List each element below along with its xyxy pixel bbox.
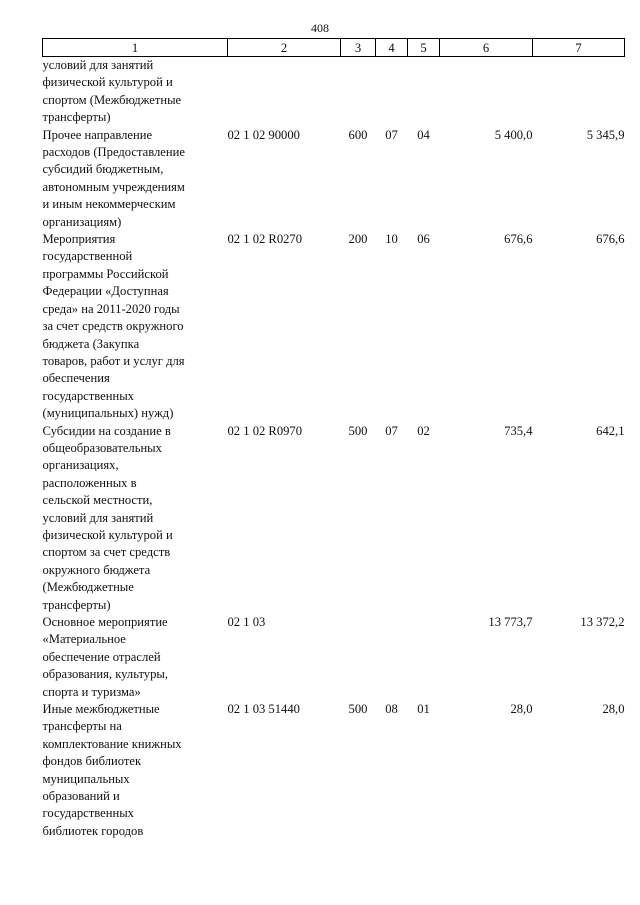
page-number: 408: [311, 21, 329, 35]
header-col-7: 7: [533, 39, 625, 57]
row-section: [376, 57, 408, 127]
table-header: [43, 39, 625, 57]
table-row: [43, 423, 625, 614]
row-name: [43, 231, 228, 422]
row-amount-2: 13 372,2: [580, 615, 625, 629]
row-name-text: Иные межбюджетные трансферты на комплектование книжных фондов библиотек муниципальных образований и государственных библиотек городов: [42, 702, 182, 838]
row-vr: 500: [348, 423, 368, 438]
row-name: [43, 423, 228, 614]
budget-table: [42, 38, 625, 840]
row-amount-2: [533, 57, 625, 127]
row-vr: 200: [348, 232, 368, 247]
row-name-text: Основное мероприятие «Материальное обеспечение отраслей образования, культуры, спорта и туризма»: [42, 615, 169, 699]
row-section: 07: [385, 127, 398, 142]
row-code: 02 1 02 R0270: [227, 232, 303, 247]
row-name-text: Прочее направление расходов (Предоставление субсидий бюджетным, автономным учреждениям и иным некоммерческим организациям): [42, 127, 185, 229]
row-amount-2: 28,0: [602, 702, 625, 717]
header-col-3: 3: [341, 39, 376, 57]
row-name: [43, 127, 228, 231]
row-name: [43, 57, 228, 127]
row-section: 07: [385, 423, 398, 438]
row-amount-1: 5 400,0: [494, 127, 533, 142]
row-vr: 600: [348, 127, 368, 142]
row-amount-1: [440, 57, 533, 127]
row-name-text: условий для занятий физической культурой и спортом (Межбюджетные трансферты): [42, 58, 182, 125]
row-amount-1: 676,6: [504, 232, 533, 247]
row-subsection: 06: [417, 232, 430, 247]
row-code: 02 1 02 90000: [227, 127, 300, 142]
row-section: 10: [385, 232, 398, 247]
table-row: [43, 57, 625, 127]
table-row: [43, 701, 625, 840]
row-amount-1: 13 773,7: [488, 615, 533, 629]
table-row: [43, 614, 625, 701]
header-col-2: 2: [228, 39, 341, 57]
row-name: [43, 701, 228, 840]
row-amount-2: 5 345,9: [586, 127, 625, 142]
row-name: [43, 614, 228, 701]
row-amount-2: 642,1: [596, 423, 625, 438]
row-subsection: 04: [417, 127, 430, 142]
row-code: 02 1 03 51440: [227, 702, 300, 717]
row-subsection: [408, 57, 440, 127]
row-subsection: [408, 614, 440, 701]
row-subsection: 01: [417, 702, 430, 717]
row-code: 02 1 03: [227, 615, 266, 629]
table-body: [43, 57, 625, 841]
header-col-4: 4: [376, 39, 408, 57]
row-subsection: 02: [417, 423, 430, 438]
row-amount-1: 735,4: [504, 423, 533, 438]
row-section: 08: [385, 702, 398, 717]
header-row: [43, 39, 625, 57]
header-col-5: 5: [408, 39, 440, 57]
row-name-text: Субсидии на создание в общеобразовательных организациях, расположенных в сельской местности, условий для занятий физической культурой и спортом за счет средств окружного бюджета (Межбюджетные трансферты): [42, 423, 173, 612]
row-amount-2: 676,6: [596, 232, 625, 247]
table-row: [43, 231, 625, 422]
row-code: [228, 57, 341, 127]
header-col-6: 6: [440, 39, 533, 57]
header-col-1: 1: [43, 39, 228, 57]
row-code: 02 1 02 R0970: [227, 423, 303, 438]
table-row: [43, 127, 625, 231]
row-section: [376, 614, 408, 701]
row-vr: 500: [348, 702, 368, 717]
row-vr: [341, 614, 376, 701]
row-vr: [341, 57, 376, 127]
row-amount-1: 28,0: [510, 702, 533, 717]
row-name-text: Мероприятия государственной программы Российской Федерации «Доступная среда» на 2011-2020 годы за счет средств окружного бюджета (Закупка товаров, работ и услуг для обеспечения государственных (муниципальных) нужд): [42, 232, 185, 421]
